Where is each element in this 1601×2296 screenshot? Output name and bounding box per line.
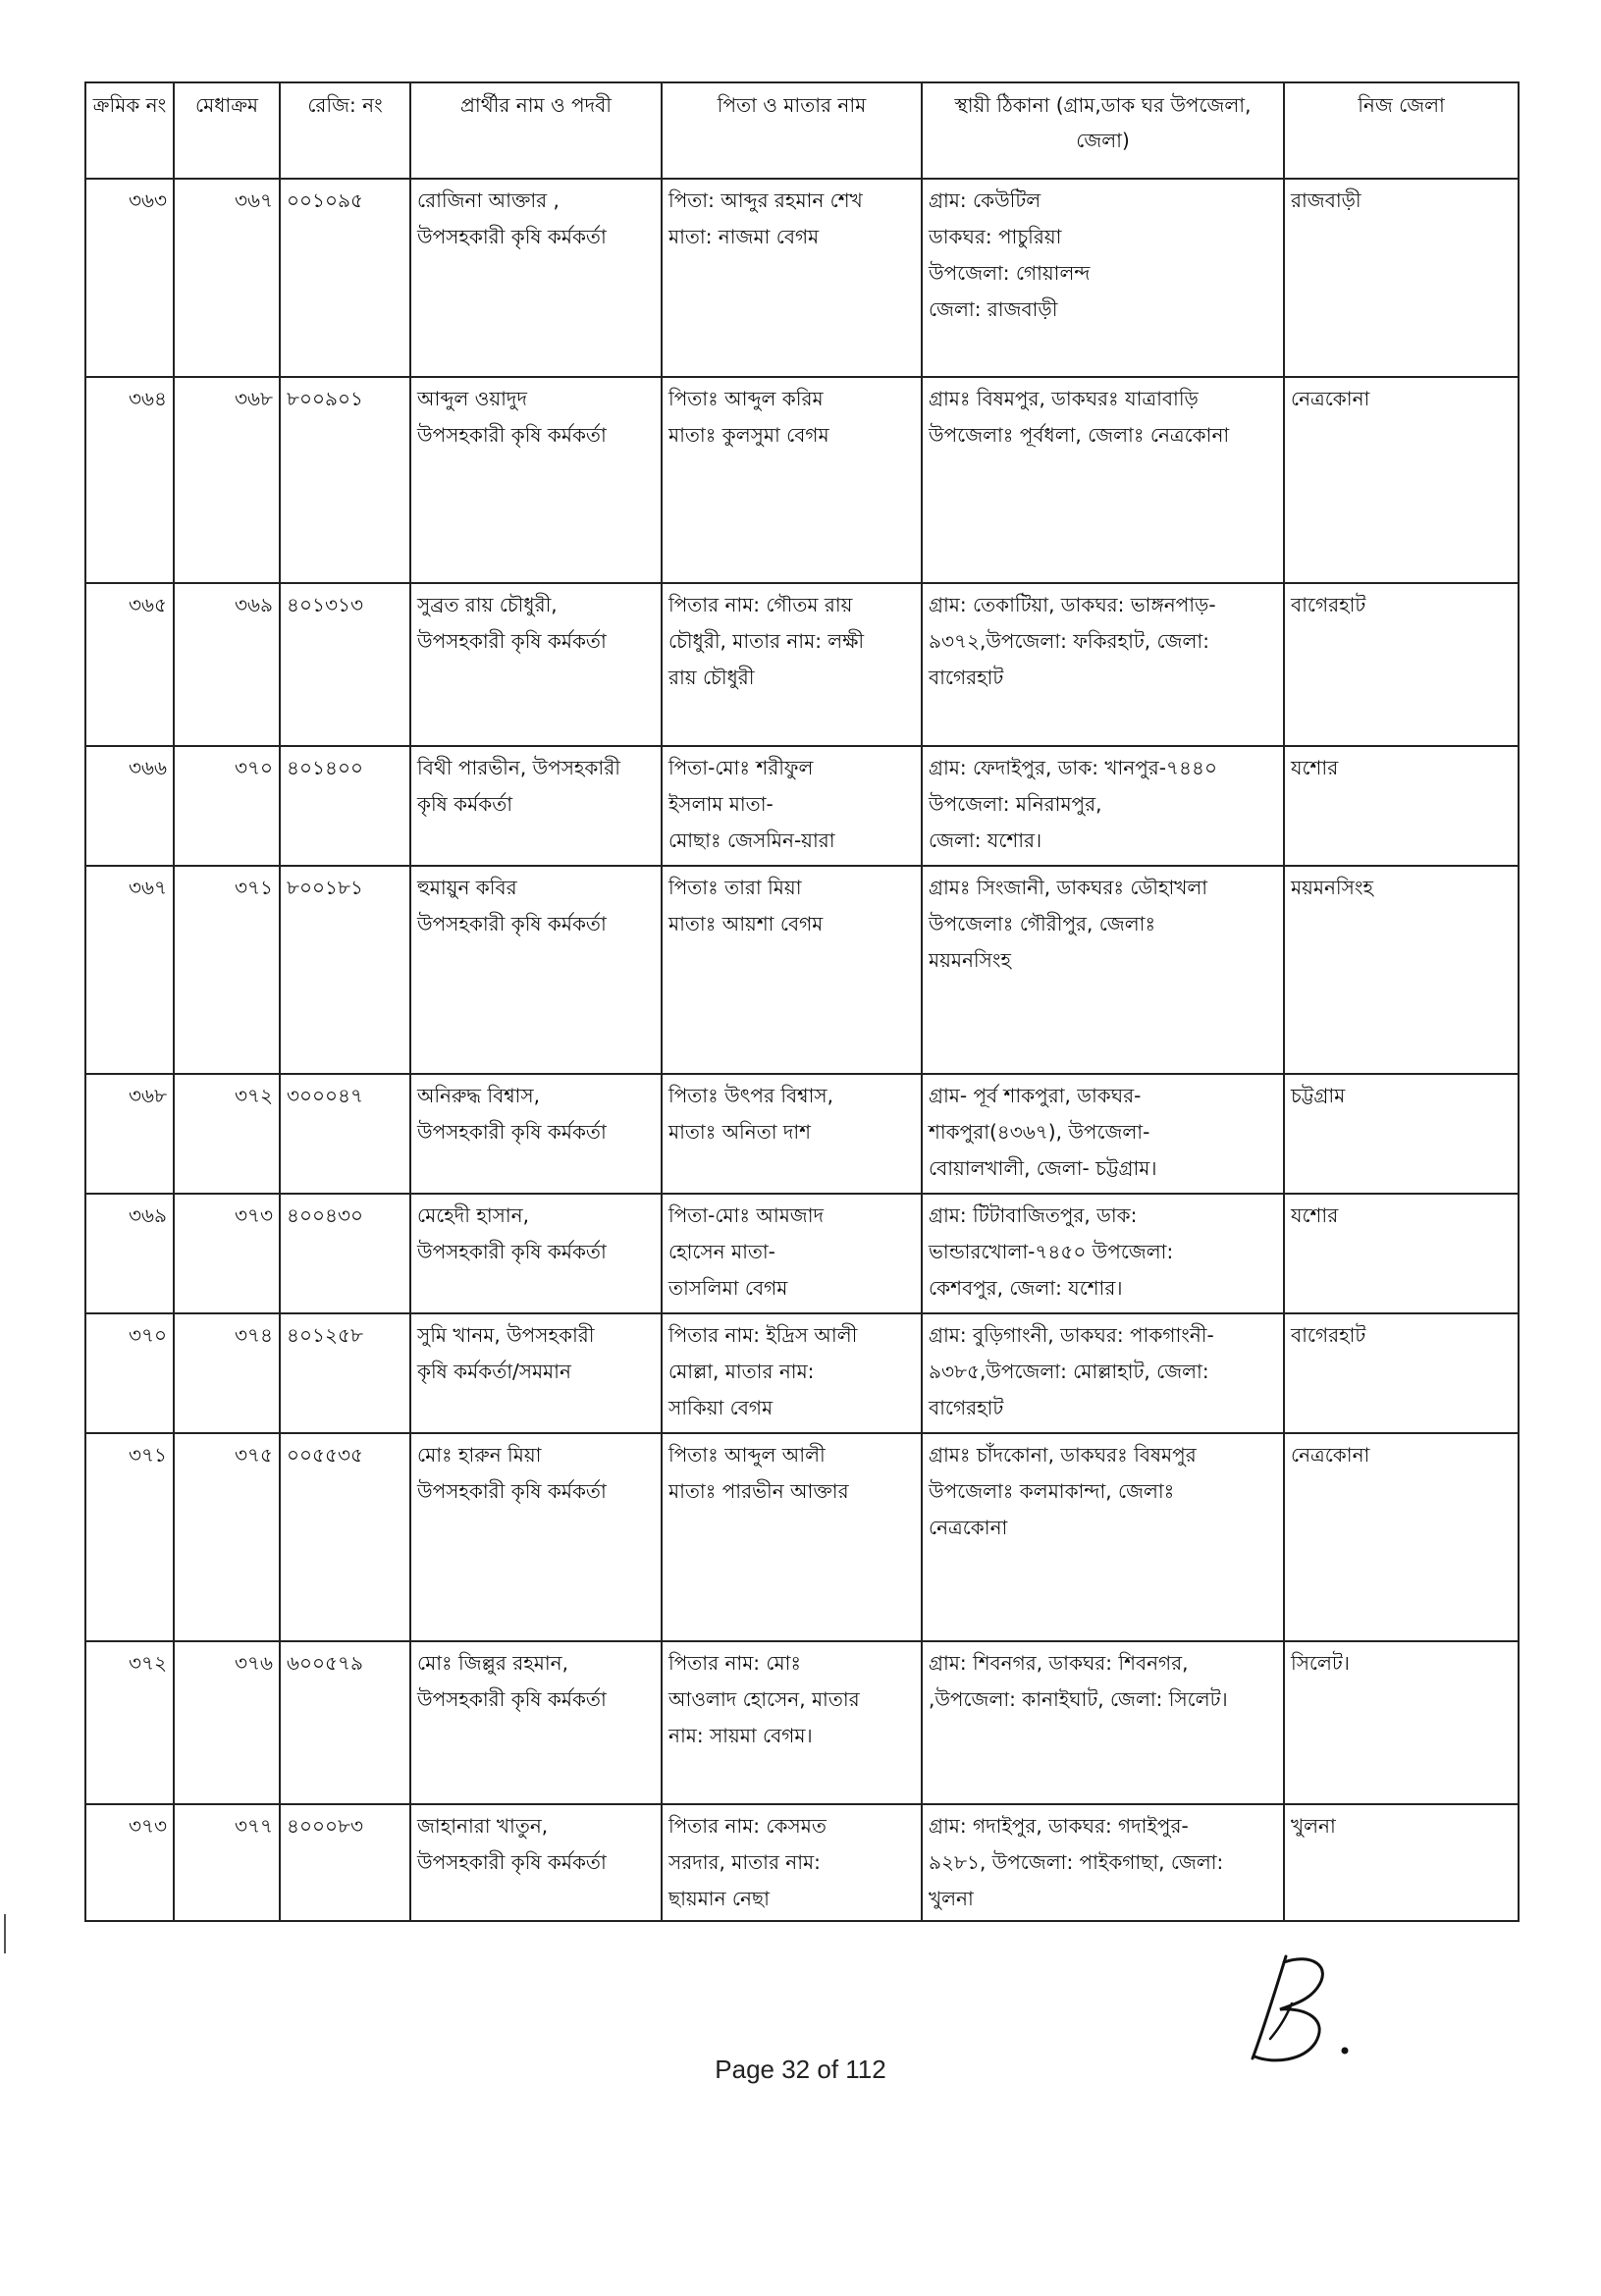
reg-number-cell: ৪০০৪৩০ bbox=[280, 1194, 410, 1313]
parents-line: নাম: সায়মা বেগম। bbox=[668, 1724, 813, 1747]
home-district-cell: খুলনা bbox=[1284, 1804, 1519, 1921]
col-header-home-district: নিজ জেলা bbox=[1284, 82, 1519, 179]
address-cell bbox=[922, 1804, 1284, 1921]
address-line: উপজেলাঃ গৌরীপুর, জেলাঃ bbox=[929, 912, 1156, 935]
address-line: বাগেরহাট bbox=[929, 666, 1004, 689]
merit-cell: ৩৭৩ bbox=[174, 1194, 280, 1313]
reg-number-cell: ৮০০১৮১ bbox=[280, 866, 410, 1074]
home-district-cell: যশোর bbox=[1284, 746, 1519, 866]
name-line: মেহেদী হাসান, bbox=[417, 1203, 529, 1227]
home-district-cell: নেত্রকোনা bbox=[1284, 1433, 1519, 1641]
serial-cell: ৩৭২ bbox=[85, 1641, 174, 1804]
address-line: গ্রাম- পূর্ব শাকপুরা, ডাকঘর- bbox=[929, 1084, 1142, 1107]
address-line: গ্রামঃ বিষমপুর, ডাকঘরঃ যাত্রাবাড়ি bbox=[929, 387, 1199, 410]
address-line: ময়মনসিংহ bbox=[929, 948, 1011, 972]
parents-cell bbox=[662, 1641, 922, 1804]
table-row bbox=[85, 1074, 1519, 1194]
candidate-table bbox=[84, 81, 1520, 1922]
reg-number-cell: ৩০০০৪৭ bbox=[280, 1074, 410, 1194]
signature-initials bbox=[1235, 1949, 1372, 2071]
col-header-name-designation: প্রার্থীর নাম ও পদবী bbox=[410, 82, 662, 179]
serial-cell: ৩৬৬ bbox=[85, 746, 174, 866]
address-cell bbox=[922, 1641, 1284, 1804]
parents-line: পিতার নাম: মোঃ bbox=[668, 1651, 802, 1675]
name-line: উপসহকারী কৃষি কর্মকর্তা bbox=[417, 1240, 607, 1263]
parents-line: পিতার নাম: কেসমত bbox=[668, 1814, 827, 1838]
parents-cell bbox=[662, 583, 922, 746]
name-designation-cell bbox=[410, 1804, 662, 1921]
merit-cell: ৩৭৭ bbox=[174, 1804, 280, 1921]
table-header bbox=[85, 82, 1519, 179]
reg-number-cell: ৪০১২৫৮ bbox=[280, 1313, 410, 1433]
name-designation-cell bbox=[410, 583, 662, 746]
address-line: গ্রাম: টিটাবাজিতপুর, ডাক: bbox=[929, 1203, 1138, 1227]
col-header-parents: পিতা ও মাতার নাম bbox=[662, 82, 922, 179]
address-line: ডাকঘর: পাচুরিয়া bbox=[929, 225, 1062, 248]
header-row bbox=[85, 82, 1519, 179]
parents-line: মাতা: নাজমা বেগম bbox=[668, 225, 820, 248]
address-line: উপজেলা: গোয়ালন্দ bbox=[929, 261, 1091, 285]
address-line: ৯২৮১, উপজেলা: পাইকগাছা, জেলা: bbox=[929, 1850, 1224, 1874]
serial-cell: ৩৬৫ bbox=[85, 583, 174, 746]
col-header-merit: মেধাক্রম bbox=[174, 82, 280, 179]
name-line: কৃষি কর্মকর্তা bbox=[417, 792, 512, 816]
name-line: উপসহকারী কৃষি কর্মকর্তা bbox=[417, 912, 607, 935]
parents-line: পিতাঃ উৎপর বিশ্বাস, bbox=[668, 1084, 833, 1107]
parents-line: মাতাঃ পারভীন আক্তার bbox=[668, 1479, 849, 1503]
parents-line: মাতাঃ অনিতা দাশ bbox=[668, 1120, 812, 1144]
merit-cell: ৩৭৬ bbox=[174, 1641, 280, 1804]
col-header-reg-no: রেজি: নং bbox=[280, 82, 410, 179]
table-row bbox=[85, 746, 1519, 866]
parents-line: মাতাঃ কুলসুমা বেগম bbox=[668, 423, 829, 447]
serial-cell: ৩৭১ bbox=[85, 1433, 174, 1641]
address-line: গ্রাম: ফেদাইপুর, ডাক: খানপুর-৭৪৪০ bbox=[929, 756, 1217, 779]
table-row bbox=[85, 1313, 1519, 1433]
name-line: জাহানারা খাতুন, bbox=[417, 1814, 549, 1838]
name-designation-cell bbox=[410, 179, 662, 377]
home-district-cell: সিলেট। bbox=[1284, 1641, 1519, 1804]
serial-cell: ৩৭০ bbox=[85, 1313, 174, 1433]
name-line: অনিরুদ্ধ বিশ্বাস, bbox=[417, 1084, 540, 1107]
parents-line: পিতাঃ তারা মিয়া bbox=[668, 876, 802, 899]
address-line: উপজেলাঃ কলমাকান্দা, জেলাঃ bbox=[929, 1479, 1175, 1503]
name-line: বিথী পারভীন, উপসহকারী bbox=[417, 756, 620, 779]
name-designation-cell bbox=[410, 1313, 662, 1433]
parents-line: পিতা: আব্দুর রহমান শেখ bbox=[668, 188, 863, 212]
reg-number-cell: ৪০০০৮৩ bbox=[280, 1804, 410, 1921]
name-designation-cell bbox=[410, 1641, 662, 1804]
name-line: উপসহকারী কৃষি কর্মকর্তা bbox=[417, 629, 607, 653]
serial-cell: ৩৬৯ bbox=[85, 1194, 174, 1313]
address-line: গ্রাম: কেউটিল bbox=[929, 188, 1041, 212]
serial-cell: ৩৬৩ bbox=[85, 179, 174, 377]
address-line: জেলা: রাজবাড়ী bbox=[929, 297, 1058, 321]
address-line: কেশবপুর, জেলা: যশোর। bbox=[929, 1276, 1123, 1300]
name-line: উপসহকারী কৃষি কর্মকর্তা bbox=[417, 1120, 607, 1144]
merit-cell: ৩৭২ bbox=[174, 1074, 280, 1194]
table-row bbox=[85, 1433, 1519, 1641]
name-line: উপসহকারী কৃষি কর্মকর্তা bbox=[417, 423, 607, 447]
parents-cell bbox=[662, 1074, 922, 1194]
table-body bbox=[85, 179, 1519, 1921]
merit-cell: ৩৬৮ bbox=[174, 377, 280, 583]
address-line: শাকপুরা(৪৩৬৭), উপজেলা- bbox=[929, 1120, 1150, 1144]
merit-cell: ৩৭৫ bbox=[174, 1433, 280, 1641]
home-district-cell: রাজবাড়ী bbox=[1284, 179, 1519, 377]
address-cell bbox=[922, 1433, 1284, 1641]
address-line: জেলা: যশোর। bbox=[929, 828, 1042, 852]
address-cell bbox=[922, 179, 1284, 377]
parents-line: আওলাদ হোসেন, মাতার bbox=[668, 1687, 860, 1711]
parents-cell bbox=[662, 746, 922, 866]
parents-line: সরদার, মাতার নাম: bbox=[668, 1850, 821, 1874]
parents-line: পিতার নাম: গৌতম রায় bbox=[668, 593, 853, 616]
table-row bbox=[85, 866, 1519, 1074]
home-district-cell: নেত্রকোনা bbox=[1284, 377, 1519, 583]
name-line: রোজিনা আক্তার , bbox=[417, 188, 560, 212]
address-cell bbox=[922, 1074, 1284, 1194]
parents-line: ছায়মান নেছা bbox=[668, 1887, 770, 1910]
address-line: গ্রাম: শিবনগর, ডাকঘর: শিবনগর, bbox=[929, 1651, 1189, 1675]
address-line: গ্রাম: তেকাটিয়া, ডাকঘর: ভাঙ্গনপাড়- bbox=[929, 593, 1216, 616]
reg-number-cell: ০০৫৫৩৫ bbox=[280, 1433, 410, 1641]
parents-line: মোছাঃ জেসমিন-য়ারা bbox=[668, 828, 835, 852]
merit-cell: ৩৭১ bbox=[174, 866, 280, 1074]
reg-number-cell: ৮০০৯০১ bbox=[280, 377, 410, 583]
name-designation-cell bbox=[410, 1194, 662, 1313]
parents-line: তাসলিমা বেগম bbox=[668, 1276, 788, 1300]
parents-line: সাকিয়া বেগম bbox=[668, 1396, 774, 1419]
address-cell bbox=[922, 746, 1284, 866]
parents-line: পিতা-মোঃ শরীফুল bbox=[668, 756, 814, 779]
address-cell bbox=[922, 377, 1284, 583]
address-line: ৯৩৭২,উপজেলা: ফকিরহাট, জেলা: bbox=[929, 629, 1209, 653]
parents-cell bbox=[662, 377, 922, 583]
table-row bbox=[85, 179, 1519, 377]
address-cell bbox=[922, 866, 1284, 1074]
address-cell bbox=[922, 1313, 1284, 1433]
reg-number-cell: ৬০০৫৭৯ bbox=[280, 1641, 410, 1804]
serial-cell: ৩৬৭ bbox=[85, 866, 174, 1074]
name-line: মোঃ হারুন মিয়া bbox=[417, 1443, 542, 1467]
name-line: কৃষি কর্মকর্তা/সমমান bbox=[417, 1360, 571, 1383]
name-designation-cell bbox=[410, 866, 662, 1074]
name-designation-cell bbox=[410, 377, 662, 583]
address-line: গ্রাম: গদাইপুর, ডাকঘর: গদাইপুর- bbox=[929, 1814, 1189, 1838]
address-line: উপজেলা: মনিরামপুর, bbox=[929, 792, 1102, 816]
address-line: গ্রাম: বুড়িগাংনী, ডাকঘর: পাকগাংনী- bbox=[929, 1323, 1214, 1347]
serial-cell: ৩৬৪ bbox=[85, 377, 174, 583]
home-district-cell: বাগেরহাট bbox=[1284, 1313, 1519, 1433]
home-district-cell: যশোর bbox=[1284, 1194, 1519, 1313]
table-row bbox=[85, 377, 1519, 583]
name-line: হুমায়ুন কবির bbox=[417, 876, 517, 899]
address-line: উপজেলাঃ পূর্বধলা, জেলাঃ নেত্রকোনা bbox=[929, 423, 1230, 447]
name-line: উপসহকারী কৃষি কর্মকর্তা bbox=[417, 1479, 607, 1503]
merit-cell: ৩৬৭ bbox=[174, 179, 280, 377]
parents-cell bbox=[662, 1313, 922, 1433]
name-line: মোঃ জিল্লুর রহমান, bbox=[417, 1651, 568, 1675]
name-designation-cell bbox=[410, 1074, 662, 1194]
parents-cell bbox=[662, 1433, 922, 1641]
name-designation-cell bbox=[410, 746, 662, 866]
col-header-serial: ক্রমিক নং bbox=[85, 82, 174, 179]
address-line: ,উপজেলা: কানাইঘাট, জেলা: সিলেট। bbox=[929, 1687, 1228, 1711]
reg-number-cell: ৪০১৩১৩ bbox=[280, 583, 410, 746]
parents-line: পিতাঃ আব্দুল করিম bbox=[668, 387, 824, 410]
merit-cell: ৩৭৪ bbox=[174, 1313, 280, 1433]
parents-line: পিতার নাম: ইদ্রিস আলী bbox=[668, 1323, 858, 1347]
col-header-address: স্থায়ী ঠিকানা (গ্রাম,ডাক ঘর উপজেলা, জেলা) bbox=[922, 82, 1284, 179]
table-row bbox=[85, 1194, 1519, 1313]
page-number: Page 32 of 112 bbox=[715, 2055, 886, 2084]
name-line: সুমি খানম, উপসহকারী bbox=[417, 1323, 595, 1347]
name-line: উপসহকারী কৃষি কর্মকর্তা bbox=[417, 1687, 607, 1711]
address-cell bbox=[922, 1194, 1284, 1313]
reg-number-cell: ৪০১৪০০ bbox=[280, 746, 410, 866]
name-line: উপসহকারী কৃষি কর্মকর্তা bbox=[417, 1850, 607, 1874]
parents-line: রায় চৌধুরী bbox=[668, 666, 755, 689]
table-row bbox=[85, 583, 1519, 746]
parents-cell bbox=[662, 866, 922, 1074]
parents-line: পিতা-মোঃ আমজাদ bbox=[668, 1203, 824, 1227]
table-row bbox=[85, 1641, 1519, 1804]
reg-number-cell: ০০১০৯৫ bbox=[280, 179, 410, 377]
address-line: ৯৩৮৫,উপজেলা: মোল্লাহাট, জেলা: bbox=[929, 1360, 1209, 1383]
home-district-cell: বাগেরহাট bbox=[1284, 583, 1519, 746]
merit-cell: ৩৬৯ bbox=[174, 583, 280, 746]
scan-edge-mark bbox=[4, 1914, 6, 1953]
parents-cell bbox=[662, 1194, 922, 1313]
parents-line: চৌধুরী, মাতার নাম: লক্ষী bbox=[668, 629, 865, 653]
parents-line: মাতাঃ আয়শা বেগম bbox=[668, 912, 824, 935]
parents-cell bbox=[662, 1804, 922, 1921]
parents-line: মোল্লা, মাতার নাম: bbox=[668, 1360, 815, 1383]
name-line: আব্দুল ওয়াদুদ bbox=[417, 387, 527, 410]
name-designation-cell bbox=[410, 1433, 662, 1641]
address-line: ভান্ডারখোলা-৭৪৫০ উপজেলা: bbox=[929, 1240, 1174, 1263]
parents-cell bbox=[662, 179, 922, 377]
address-cell bbox=[922, 583, 1284, 746]
serial-cell: ৩৭৩ bbox=[85, 1804, 174, 1921]
home-district-cell: ময়মনসিংহ bbox=[1284, 866, 1519, 1074]
address-line: নেত্রকোনা bbox=[929, 1516, 1008, 1539]
address-line: গ্রামঃ সিংজানী, ডাকঘরঃ ডৌহাখলা bbox=[929, 876, 1208, 899]
address-line: খুলনা bbox=[929, 1887, 974, 1910]
table-row bbox=[85, 1804, 1519, 1921]
name-line: উপসহকারী কৃষি কর্মকর্তা bbox=[417, 225, 607, 248]
address-line: গ্রামঃ চাঁদকোনা, ডাকঘরঃ বিষমপুর bbox=[929, 1443, 1197, 1467]
parents-line: ইসলাম মাতা- bbox=[668, 792, 774, 816]
parents-line: হোসেন মাতা- bbox=[668, 1240, 775, 1263]
merit-cell: ৩৭০ bbox=[174, 746, 280, 866]
serial-cell: ৩৬৮ bbox=[85, 1074, 174, 1194]
address-line: বাগেরহাট bbox=[929, 1396, 1004, 1419]
parents-line: পিতাঃ আব্দুল আলী bbox=[668, 1443, 826, 1467]
name-line: সুব্রত রায় চৌধুরী, bbox=[417, 593, 558, 616]
home-district-cell: চট্টগ্রাম bbox=[1284, 1074, 1519, 1194]
address-line: বোয়ালখালী, জেলা- চট্টগ্রাম। bbox=[929, 1156, 1157, 1180]
